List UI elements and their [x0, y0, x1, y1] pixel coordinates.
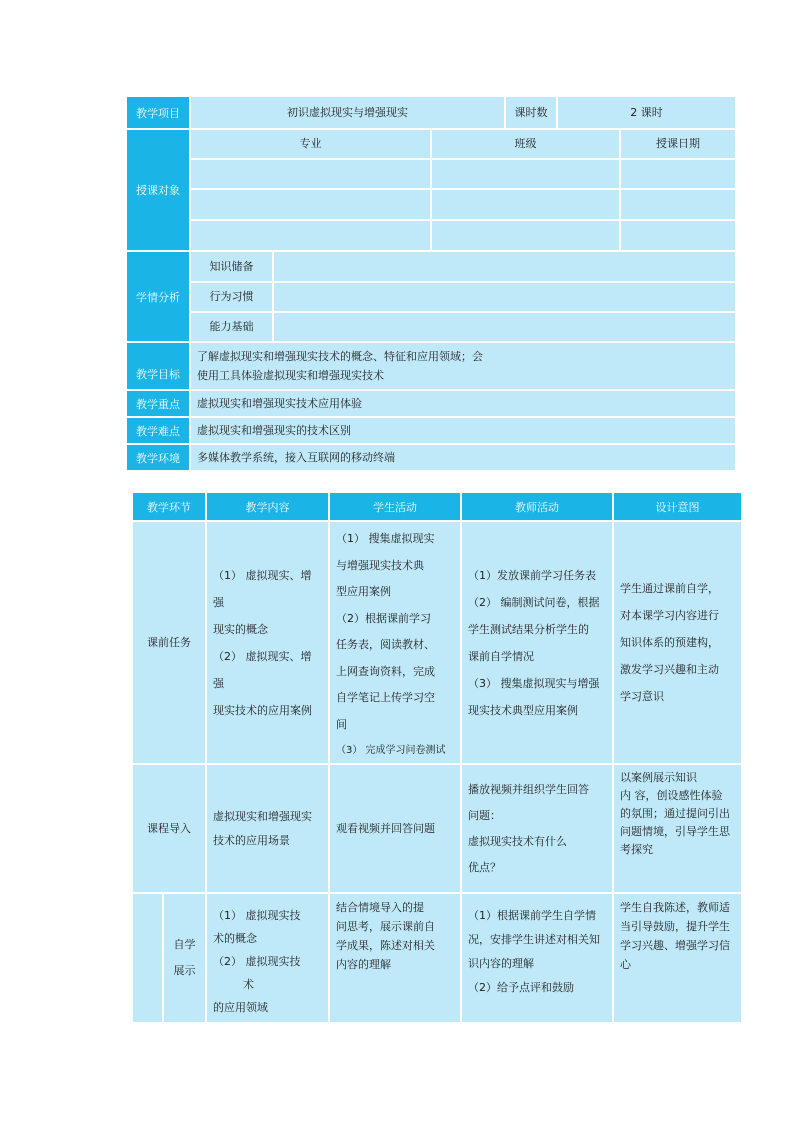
row1-student: [330, 522, 460, 763]
line: （3） 搜集虚拟现实与增强: [468, 676, 600, 690]
goal-label: 教学目标: [127, 343, 189, 389]
line: 型应用案例: [336, 585, 391, 598]
row1-teacher: [462, 522, 612, 763]
line: 知识体系的预建构，: [620, 636, 719, 649]
line: 现实技术的应用案例: [213, 703, 312, 717]
project-label: 教学项目: [127, 97, 189, 128]
line: 课前自学情况: [468, 649, 534, 663]
difficult-value: 虚拟现实和增强现实的技术区别: [191, 418, 735, 443]
target-cell: [621, 221, 735, 250]
line: 任务表，阅读教材、: [336, 638, 435, 651]
header-content: 教学内容: [207, 493, 328, 520]
target-cell: [621, 160, 735, 188]
line: （1）根据课前学生自学情: [468, 909, 596, 922]
analysis-item: 能力基础: [191, 313, 272, 341]
line: 的氛围；通过提问引出: [620, 807, 730, 820]
row3-intent: [614, 894, 741, 1022]
row1-intent: [614, 522, 741, 763]
goal-line: 使用工具体验虚拟现实和增强现实技术: [197, 369, 384, 382]
row3-stage: [164, 894, 205, 1022]
line: （1） 虚拟现实、增强: [213, 568, 312, 609]
line: （2） 编制测试问卷，根据: [468, 595, 600, 609]
line: 问题：: [468, 808, 501, 822]
target-cell: [191, 160, 430, 188]
line: 问题情境，引导学生思: [620, 825, 730, 838]
line: 内 容，创设感性体验: [620, 789, 723, 802]
key-label: 教学重点: [127, 391, 189, 416]
line: 学生自我陈述，教师适: [620, 901, 730, 914]
goal-line: 了解虚拟现实和增强现实技术的概念、特征和应用领域；会: [197, 350, 483, 363]
line: 当引导鼓励，提升学生: [620, 920, 730, 933]
line: 术: [243, 978, 254, 991]
line: 上网查询资料，完成: [336, 664, 435, 678]
target-cell: [432, 190, 619, 219]
target-cell: [191, 221, 430, 250]
row3-student: [330, 894, 460, 1022]
header-intent: 设计意图: [614, 493, 741, 520]
row3-stage-parent: [133, 894, 162, 1022]
row2-student: 观看视频并回答问题: [330, 765, 460, 892]
line: 展示: [173, 964, 196, 977]
goal-value: [191, 343, 735, 389]
analysis-item: 行为习惯: [191, 283, 272, 311]
line: （2）根据课前学习: [336, 611, 431, 625]
line: 现实技术典型应用案例: [468, 703, 578, 717]
col-date: 授课日期: [621, 130, 735, 158]
line: 结合情境导入的提: [336, 901, 424, 914]
line: 自学笔记上传学习空: [336, 691, 435, 704]
line: 技术的应用场景: [213, 833, 290, 847]
target-cell: [432, 160, 619, 188]
line: （1） 虚拟现实技: [213, 909, 301, 922]
analysis-item: 知识储备: [191, 252, 272, 281]
analysis-value: [274, 313, 735, 341]
header-student: 学生活动: [330, 493, 460, 520]
line: 学习意识: [620, 690, 664, 703]
analysis-label: 学情分析: [127, 252, 189, 341]
header-teacher: 教师活动: [462, 493, 612, 520]
key-value: 虚拟现实和增强现实技术应用体验: [191, 391, 735, 416]
line: 对本课学习内容进行: [620, 609, 719, 622]
col-class: 班级: [432, 130, 619, 158]
line: 问思考，展示课前自: [336, 920, 435, 933]
line: 现实的概念: [213, 622, 268, 636]
line: 学生通过课前自学，: [620, 582, 719, 595]
col-major: 专业: [191, 130, 430, 158]
row3-content: [207, 894, 328, 1022]
row1-stage: 课前任务: [133, 522, 205, 763]
analysis-value: [274, 252, 735, 281]
line: （2） 虚拟现实、增强: [213, 649, 312, 690]
row2-intent: [614, 765, 741, 892]
header-stage: 教学环节: [133, 493, 205, 520]
line: 况，安排学生讲述对相关知: [468, 933, 600, 946]
line: 优点？: [468, 860, 501, 874]
line: 激发学习兴趣和主动: [620, 663, 719, 676]
analysis-value: [274, 283, 735, 311]
line: 学生测试结果分析学生的: [468, 622, 589, 636]
line: 播放视频并组织学生回答: [468, 782, 589, 796]
line: 内容的理解: [336, 958, 391, 971]
line: 以案例展示知识: [620, 771, 697, 784]
line: 识内容的理解: [468, 957, 534, 970]
line: 考探究: [620, 843, 653, 856]
line: 学成果，陈述对相关: [336, 939, 435, 952]
line: （1） 搜集虚拟现实: [336, 532, 435, 545]
line: 虚拟现实和增强现实: [213, 809, 312, 823]
row2-stage: 课程导入: [133, 765, 205, 892]
line: 间: [336, 717, 347, 731]
target-label: 授课对象: [127, 130, 189, 250]
line: （2） 虚拟现实技: [213, 955, 301, 968]
env-value: 多媒体教学系统，接入互联网的移动终端: [191, 445, 735, 470]
hours-label: 课时数: [506, 97, 556, 128]
line: （3） 完成学习问卷测试: [336, 745, 446, 756]
line: 与增强现实技术典: [336, 558, 424, 572]
row2-content: [207, 765, 328, 892]
line: 的应用领域: [213, 1001, 268, 1014]
line: （1）发放课前学习任务表: [468, 568, 596, 582]
difficult-label: 教学难点: [127, 418, 189, 443]
target-cell: [432, 221, 619, 250]
line: （2）给予点评和鼓励: [468, 981, 574, 994]
project-value: 初识虚拟现实与增强现实: [191, 97, 504, 128]
env-label: 教学环境: [127, 445, 189, 470]
hours-value: 2 课时: [558, 97, 735, 128]
line: 学习兴趣、增强学习信: [620, 939, 730, 952]
row3-teacher: [462, 894, 612, 1022]
row2-teacher: [462, 765, 612, 892]
row1-content: [207, 522, 328, 763]
target-cell: [621, 190, 735, 219]
target-cell: [191, 190, 430, 219]
line: 术的概念: [213, 932, 257, 945]
line: 虚拟现实技术有什么: [468, 834, 567, 848]
line: 自学: [173, 938, 196, 951]
line: 心: [620, 958, 631, 971]
